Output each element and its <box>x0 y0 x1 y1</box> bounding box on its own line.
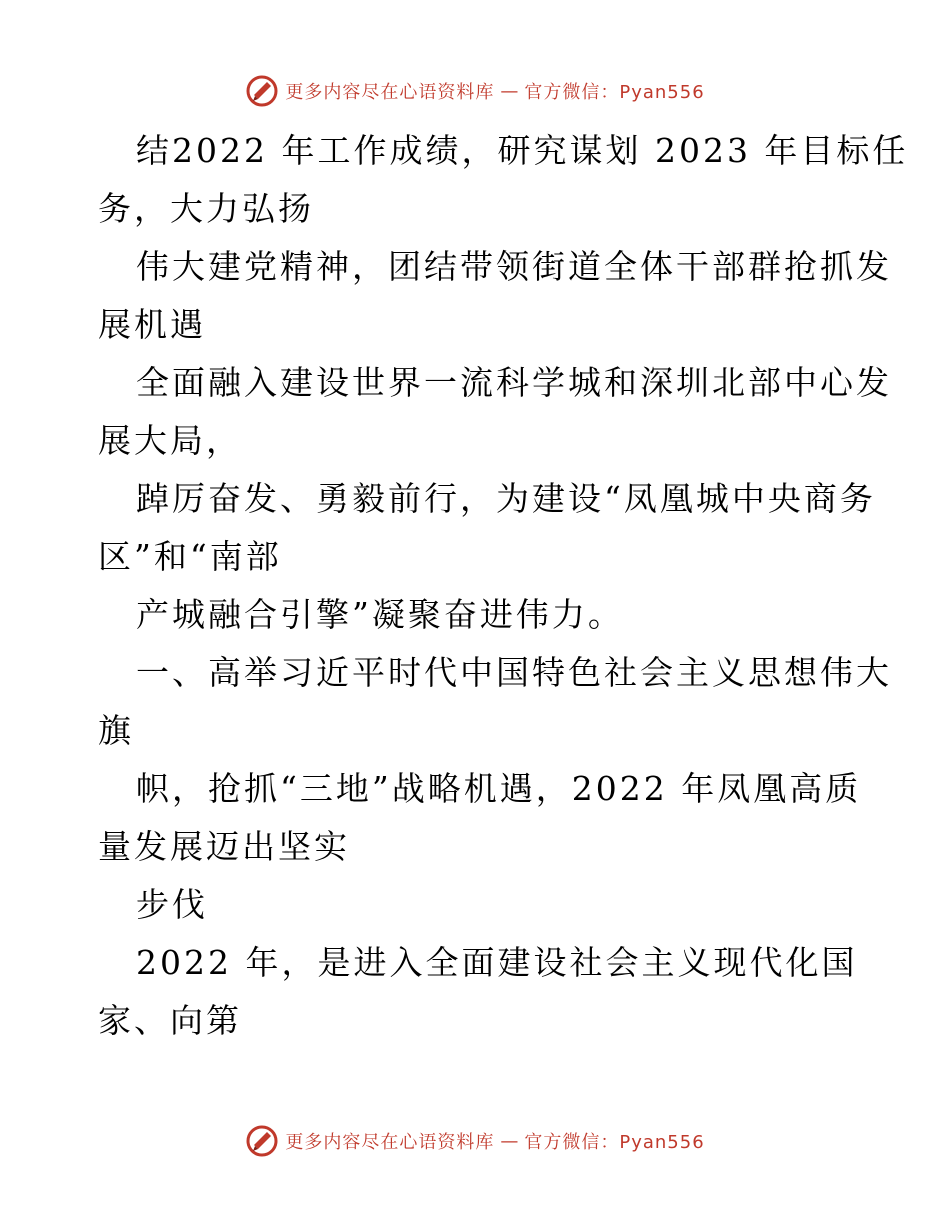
watermark-main-text: 更多内容尽在心语资料库 <box>285 1132 495 1153</box>
watermark-separator: — <box>500 80 519 102</box>
body-line: 产城融合引擎”凝聚奋进伟力。 <box>136 595 624 634</box>
document-body <box>98 122 909 1050</box>
body-line: 结2022 年工作成绩，研究谋划 2023 年目标任 <box>136 131 909 170</box>
footer-watermark <box>0 1124 950 1158</box>
watermark-wechat-text: 官方微信：Pyan556 <box>524 82 705 103</box>
body-line: 伟大建党精神，团结带领街道全体干部群抢抓发 <box>136 247 892 286</box>
body-line: 家、向第 <box>98 1001 242 1040</box>
brand-logo-icon <box>245 1124 279 1158</box>
body-line: 区”和“南部 <box>98 537 282 576</box>
body-line: 展大局， <box>98 421 242 460</box>
body-line: 旗 <box>98 711 134 750</box>
watermark-main-text: 更多内容尽在心语资料库 <box>285 82 495 103</box>
body-line: 2022 年，是进入全面建设社会主义现代化国 <box>136 943 858 982</box>
watermark-wechat-text: 官方微信：Pyan556 <box>524 1132 705 1153</box>
body-line: 踔厉奋发、勇毅前行，为建设“凤凰城中央商务 <box>136 479 876 518</box>
body-line: 一、高举习近平时代中国特色社会主义思想伟大 <box>136 653 892 692</box>
body-line: 全面融入建设世界一流科学城和深圳北部中心发 <box>136 363 892 402</box>
body-line: 务，大力弘扬 <box>98 189 314 228</box>
watermark-separator: — <box>500 1130 519 1152</box>
brand-logo-icon <box>245 74 279 108</box>
body-line: 帜，抢抓“三地”战略机遇，2022 年凤凰高质 <box>136 769 862 808</box>
body-line: 量发展迈出坚实 <box>98 827 350 866</box>
body-line: 展机遇 <box>98 305 206 344</box>
body-line: 步伐 <box>136 885 208 924</box>
header-watermark <box>0 74 950 108</box>
